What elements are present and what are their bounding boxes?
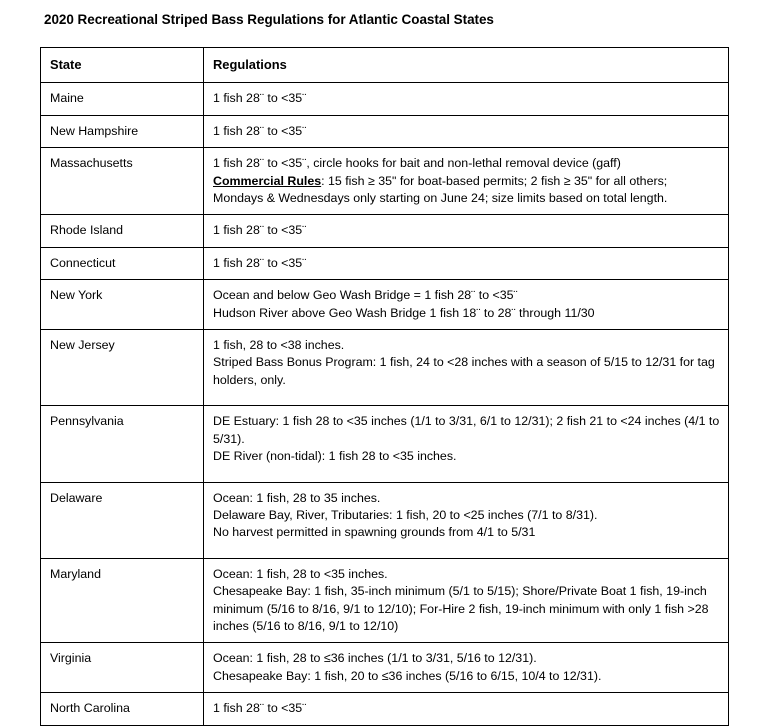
state-name: New Hampshire xyxy=(41,115,204,147)
table-header-row xyxy=(41,48,729,83)
regulations-text xyxy=(204,280,729,330)
regulation-line: Mondays & Wednesdays only starting on June 24; size limits based on total length. xyxy=(213,191,668,206)
regulation-line: Ocean and below Geo Wash Bridge = 1 fish 28¨ to <35¨ xyxy=(213,288,518,303)
commercial-rules-label: Commercial Rules xyxy=(213,173,322,188)
regulation-line: 1 fish 28¨ to <35¨ xyxy=(213,223,307,238)
regulations-text xyxy=(204,643,729,693)
regulation-line-commercial xyxy=(213,173,722,190)
regulation-line: DE River (non-tidal): 1 fish 28 to <35 inches. xyxy=(213,449,457,464)
state-name: Rhode Island xyxy=(41,215,204,247)
state-name: Virginia xyxy=(41,643,204,693)
regulation-line: Chesapeake Bay: 1 fish, 35-inch minimum (5/1 to 5/15); Shore/Private Boat 1 fish, 19-inch minimum (5/16 to 8/16, 9/1 to 12/10); For-Hire 2 fish, 19-inch minimum with only 1 fish >28 inches (5/16 to 8/16, 9/1 to 12/10) xyxy=(213,584,709,633)
regulation-line: Ocean: 1 fish, 28 to <35 inches. xyxy=(213,566,388,581)
regulations-table xyxy=(40,47,729,726)
regulation-line: Striped Bass Bonus Program: 1 fish, 24 to <28 inches with a season of 5/15 to 12/31 for tag holders, only. xyxy=(213,355,715,387)
table-row xyxy=(41,482,729,558)
regulations-text xyxy=(204,215,729,247)
state-name: Massachusetts xyxy=(41,148,204,215)
state-name: Maine xyxy=(41,83,204,115)
state-name: New York xyxy=(41,280,204,330)
page-title: 2020 Recreational Striped Bass Regulations for Atlantic Coastal States xyxy=(44,12,494,27)
column-header-regulations: Regulations xyxy=(204,48,729,83)
regulations-text xyxy=(204,693,729,725)
table-row xyxy=(41,148,729,215)
state-name: Connecticut xyxy=(41,247,204,279)
table-body xyxy=(41,83,729,725)
table-row xyxy=(41,693,729,725)
table-row xyxy=(41,643,729,693)
regulations-text xyxy=(204,83,729,115)
table-row xyxy=(41,215,729,247)
state-name: New Jersey xyxy=(41,330,204,406)
regulation-line: 1 fish, 28 to <38 inches. xyxy=(213,338,345,353)
table-row xyxy=(41,406,729,482)
state-name: Maryland xyxy=(41,558,204,643)
table-row xyxy=(41,280,729,330)
regulation-line: 1 fish 28¨ to <35¨ xyxy=(213,91,307,106)
regulations-text xyxy=(204,482,729,558)
regulations-text xyxy=(204,330,729,406)
state-name: Pennsylvania xyxy=(41,406,204,482)
regulation-line: 1 fish 28¨ to <35¨ xyxy=(213,255,307,270)
commercial-rules-text: : 15 fish ≥ 35" for boat-based permits; 2 fish ≥ 35" for all others; xyxy=(321,173,668,188)
regulation-line: Ocean: 1 fish, 28 to ≤36 inches (1/1 to 3/31, 5/16 to 12/31). xyxy=(213,651,537,666)
table-row xyxy=(41,247,729,279)
state-name: North Carolina xyxy=(41,693,204,725)
table-row xyxy=(41,558,729,643)
regulation-line: Ocean: 1 fish, 28 to 35 inches. xyxy=(213,490,381,505)
regulation-line: DE Estuary: 1 fish 28 to <35 inches (1/1 to 3/31, 6/1 to 12/31); 2 fish 21 to <24 inches (4/1 to 5/31). xyxy=(213,414,720,446)
regulation-line: 1 fish 28¨ to <35¨ xyxy=(213,701,307,716)
regulations-text xyxy=(204,406,729,482)
regulation-line: Chesapeake Bay: 1 fish, 20 to ≤36 inches (5/16 to 6/15, 10/4 to 12/31). xyxy=(213,668,602,683)
table-row xyxy=(41,115,729,147)
table-header xyxy=(41,48,729,83)
table-row xyxy=(41,330,729,406)
column-header-state: State xyxy=(41,48,204,83)
regulation-line: Delaware Bay, River, Tributaries: 1 fish, 20 to <25 inches (7/1 to 8/31). xyxy=(213,507,598,522)
state-name: Delaware xyxy=(41,482,204,558)
regulation-line: No harvest permitted in spawning grounds from 4/1 to 5/31 xyxy=(213,525,536,540)
regulations-text xyxy=(204,148,729,215)
table-row xyxy=(41,83,729,115)
regulation-line: 1 fish 28¨ to <35¨, circle hooks for bait and non-lethal removal device (gaff) xyxy=(213,156,621,171)
regulations-text xyxy=(204,115,729,147)
regulation-line: 1 fish 28¨ to <35¨ xyxy=(213,123,307,138)
regulations-text xyxy=(204,247,729,279)
regulation-line: Hudson River above Geo Wash Bridge 1 fish 18¨ to 28¨ through 11/30 xyxy=(213,305,595,320)
regulations-text xyxy=(204,558,729,643)
